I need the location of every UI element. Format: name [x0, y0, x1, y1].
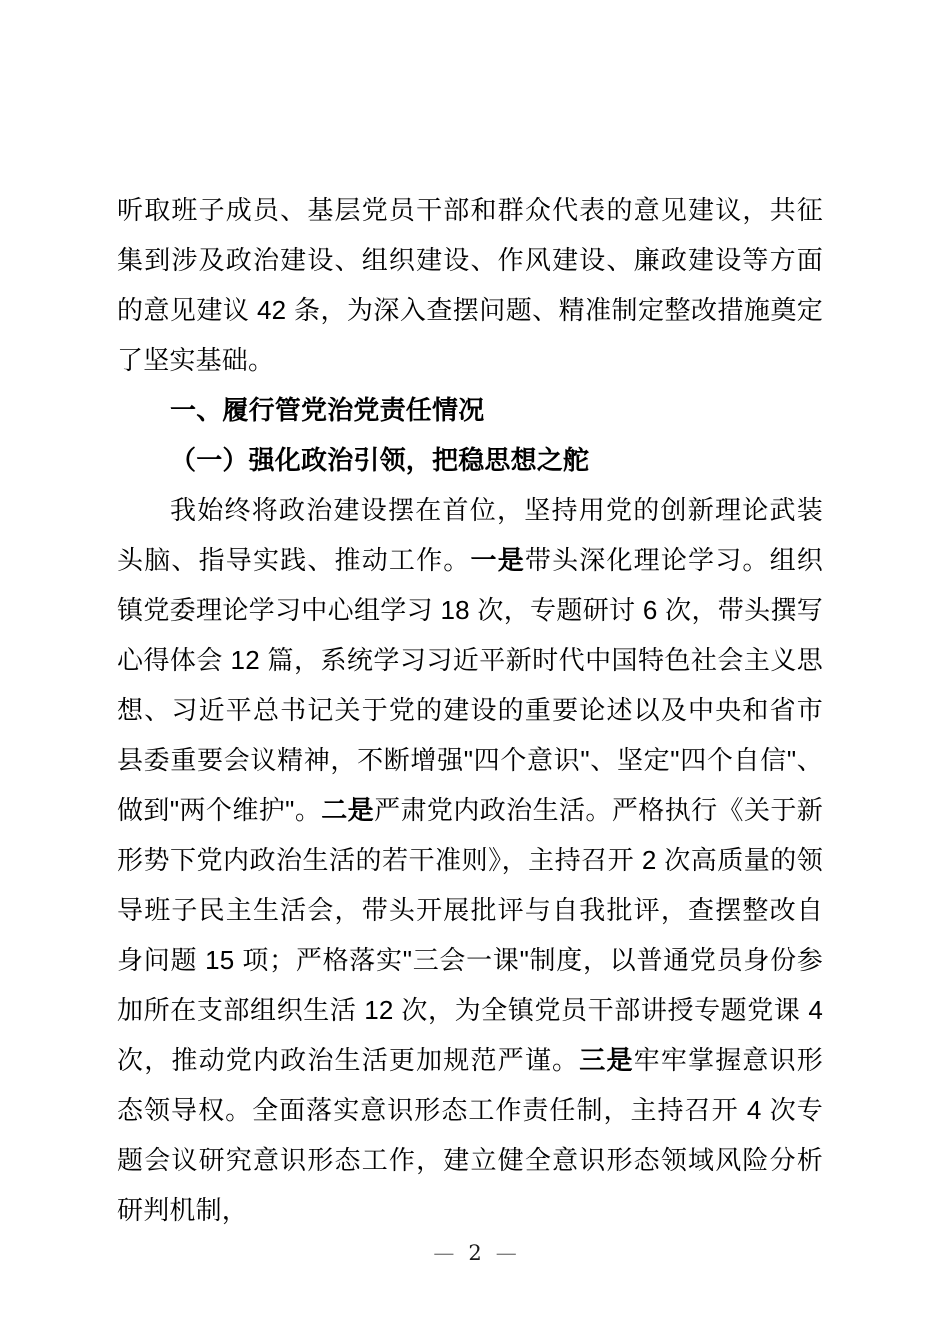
text-run: 我始终将政治建设摆在首位，坚持用党的创新理论武装头脑、指导实践、推动工作。 — [117, 495, 823, 575]
text-run: 听取班子成员、基层党员干部和群众代表的意见建议，共征集到涉及政治建设、组织建设、作风建设、廉政建设等方面的意见建议 42 条，为深入查摆问题、精准制定整改措施奠定了坚实基础。 — [117, 195, 823, 375]
text-run: 严肃党内政治生活。严格执行《关于新形势下党内政治生活的若干准则》，主持召开 2 次高质量的领导班子民主生活会，带头开展批评与自我批评，查摆整改自身问题 15 项；严格落实"三会一课"制度，以普通党员身份参加所在支部组织生活 12 次，为全镇党员干部讲授专题党课 4 次，推动党内政治生活更加规范严谨。 — [117, 795, 823, 1075]
bold-text-run: 二是 — [321, 795, 375, 825]
heading-2 — [117, 435, 823, 485]
bold-text-run: 三是 — [579, 1045, 634, 1075]
document-body — [117, 185, 823, 1235]
bold-text-run: 一是 — [470, 545, 525, 575]
footer-dash-right: — — [495, 1241, 517, 1265]
bold-text-run: 一、履行管党治党责任情况 — [170, 395, 485, 425]
page-footer — [0, 1239, 950, 1267]
text-run: 牢牢掌握意识形态领导权。全面落实意识形态工作责任制，主持召开 4 次专题会议研究意识形态工作，建立健全意识形态领域风险分析研判机制， — [117, 1045, 824, 1225]
footer-dash-left: — — [433, 1241, 455, 1265]
bold-text-run: （一）强化政治引领，把稳思想之舵 — [170, 445, 590, 475]
heading-1 — [117, 385, 823, 435]
paragraph — [117, 185, 823, 385]
page-number: 2 — [468, 1241, 482, 1265]
text-run: 带头深化理论学习。组织镇党委理论学习中心组学习 18 次，专题研讨 6 次，带头撰写心得体会 12 篇，系统学习习近平新时代中国特色社会主义思想、习近平总书记关于党的建设的重要论述以及中央和省市县委重要会议精神，不断增强"四个意识"、坚定"四个自信"、做到"两个维护"。 — [117, 545, 824, 825]
paragraph — [117, 485, 823, 1235]
